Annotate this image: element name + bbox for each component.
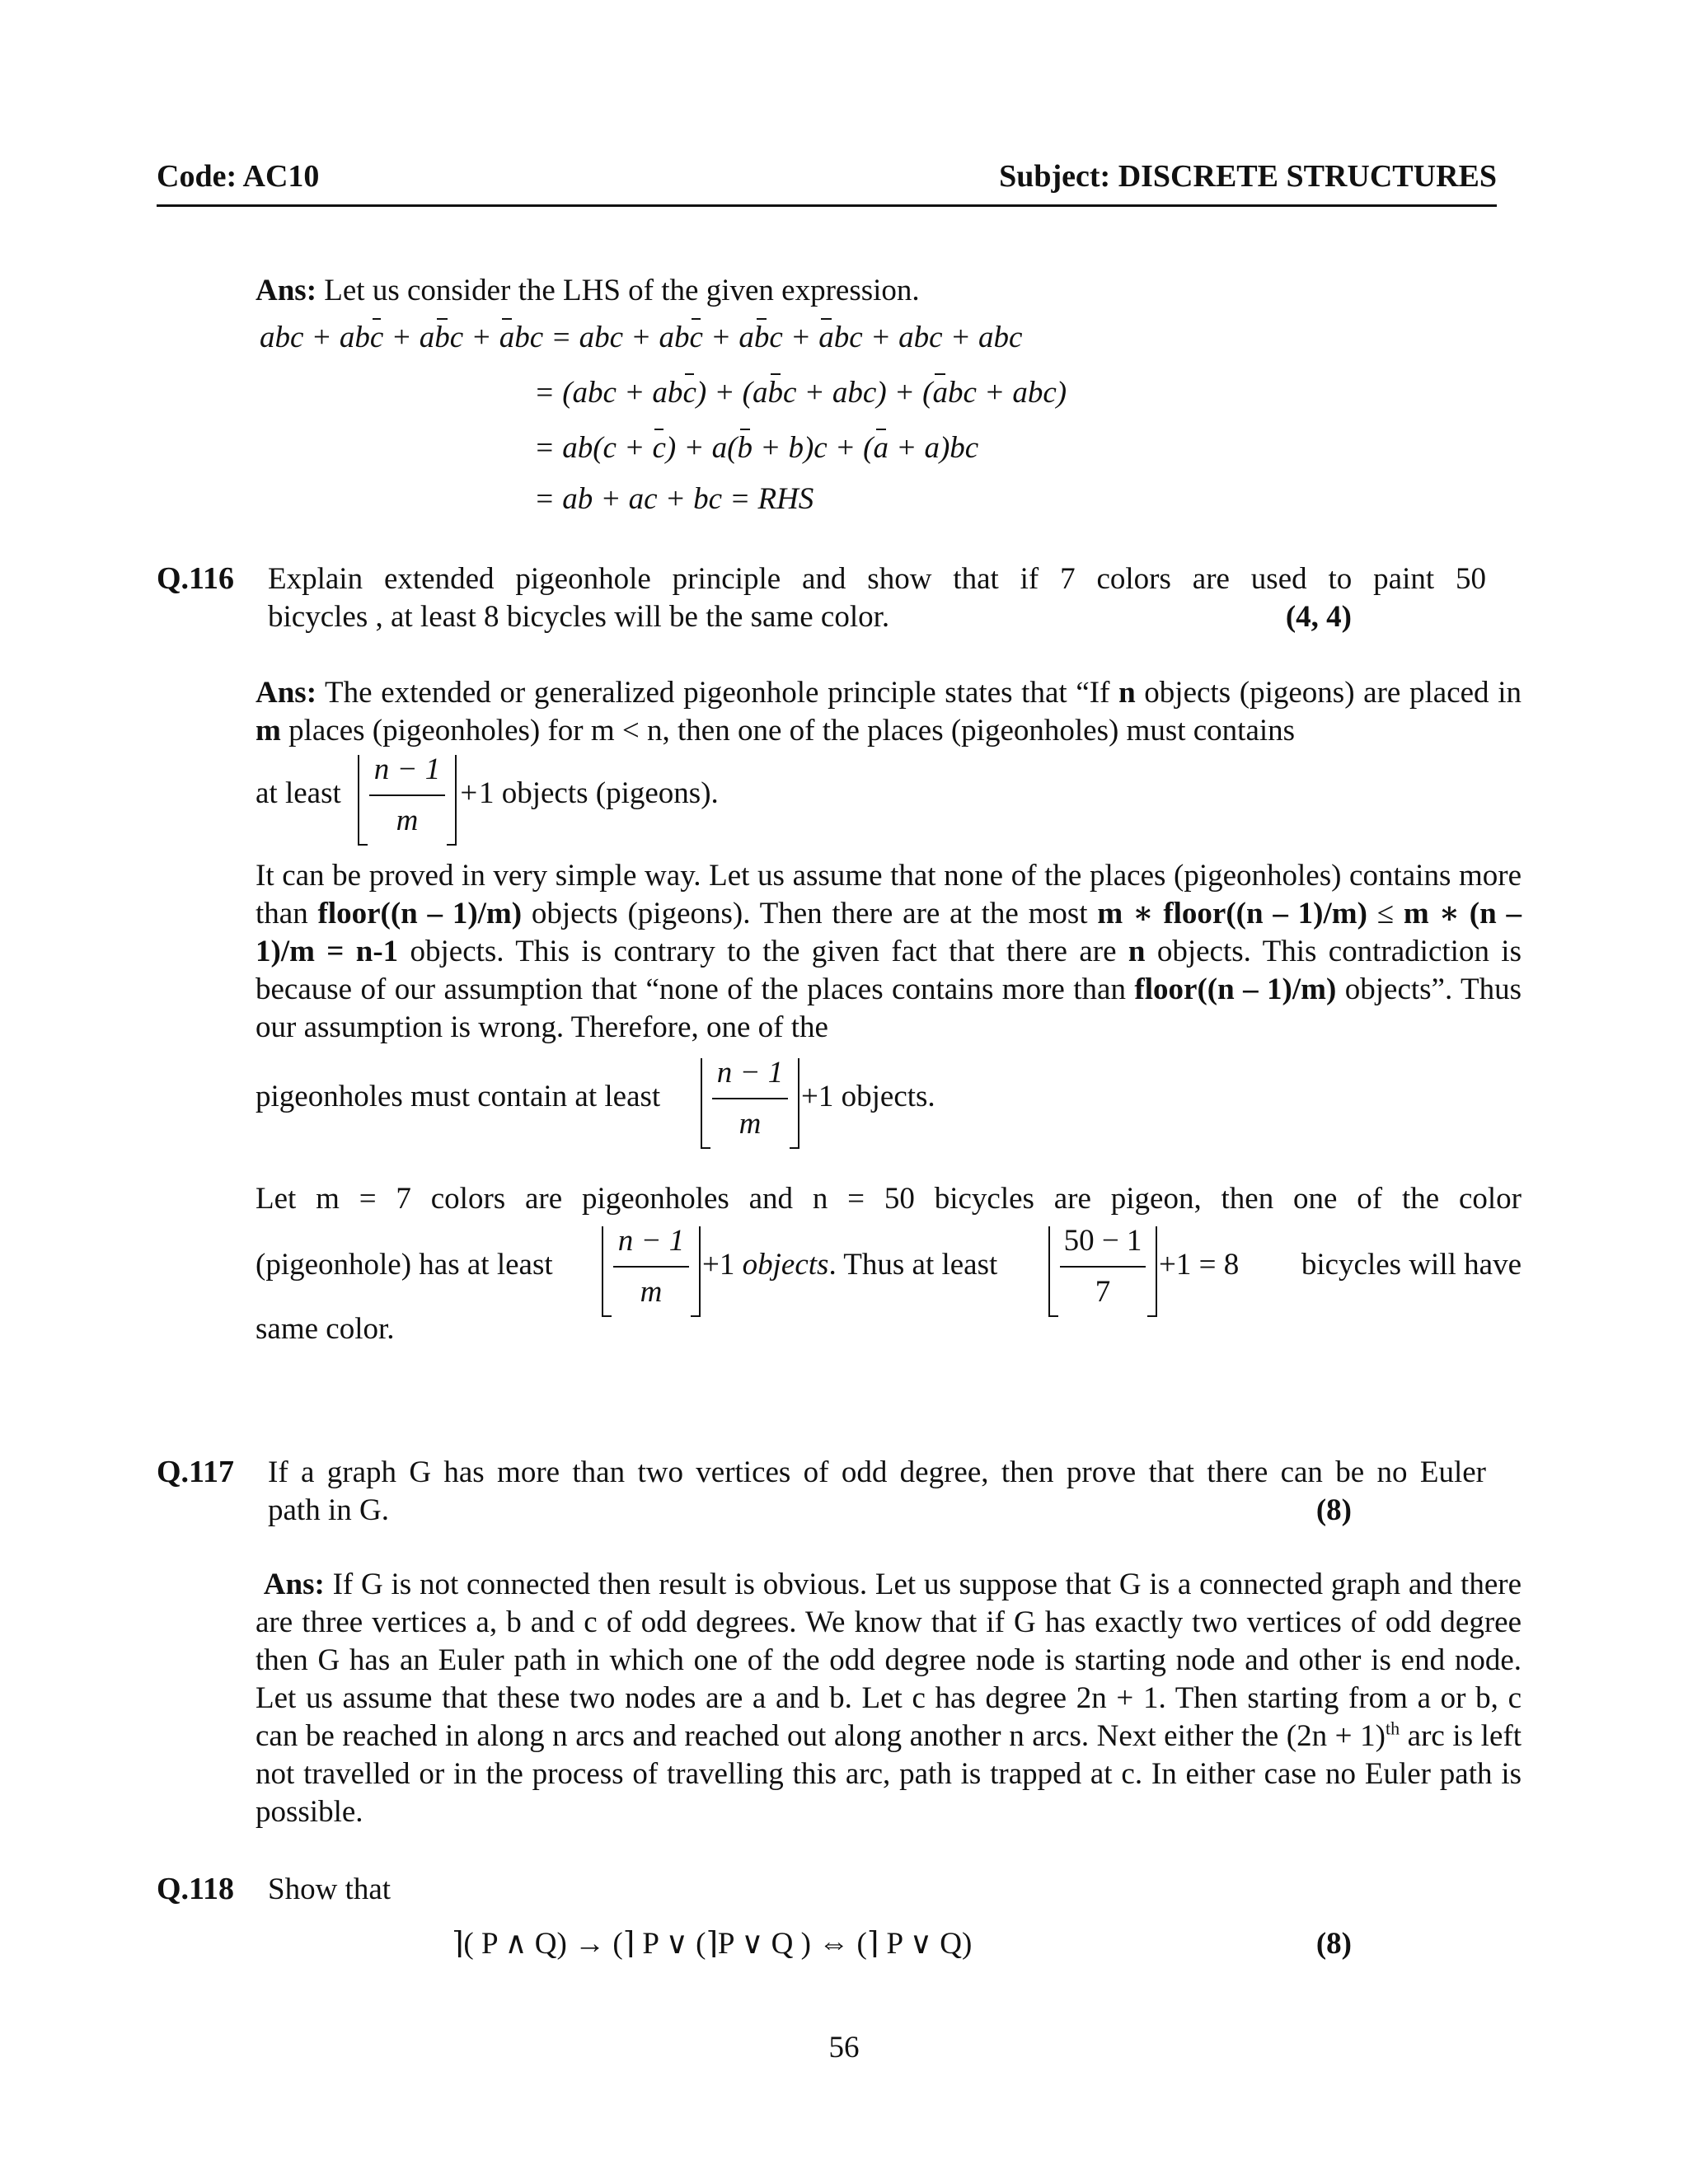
- q117-question-line2: path in G.: [268, 1493, 389, 1527]
- page-number: 56: [828, 2031, 860, 2064]
- ans115-intro: Ans: Let us consider the LHS of the given expression.: [256, 274, 920, 307]
- q118-formula: ⌉( P ∧ Q) → (⌉ P ∨ (⌉P ∨ Q ) ⇔ (⌉ P ∨ Q): [452, 1927, 973, 1961]
- q116-ans-paragraph1: Ans: The extended or generalized pigeonhole principle states that “If n objects (pigeons) are placed in m places (pigeonholes) for m < n, then one of the places (pigeonholes) must contains: [256, 676, 1522, 748]
- q118-number: Q.118: [157, 1872, 234, 1906]
- q116-same-color: same color.: [256, 1312, 395, 1346]
- q116-at-least-label: at least: [256, 776, 341, 810]
- header-rule: [157, 204, 1497, 207]
- ans115-equation-line4: = ab + ac + bc = RHS: [534, 482, 814, 516]
- q118-question: Show that: [268, 1872, 392, 1906]
- ans115-equation-line2: = (abc + abc) + (abc + abc) + (abc + abc): [534, 376, 1067, 410]
- floor-fraction-50-1-over-7: 50 − 1 7: [1048, 1223, 1157, 1322]
- q116-plus-one-equals-8: +1 = 8: [1159, 1248, 1240, 1282]
- q118-marks: (8): [1315, 1927, 1352, 1961]
- q116-bicycles-will-have: bicycles will have: [1301, 1248, 1522, 1282]
- floor-fraction-n-1-over-m: n − 1 m: [602, 1223, 701, 1322]
- q116-ans-paragraph2: It can be proved in very simple way. Let us assume that none of the places (pigeonholes) contains more than floor((n – 1)/m) objects (pigeons). Then there are at the most m ∗ floor((n – 1)/m) ≤ m ∗ (n – 1)/m = n-1 objects. This is contrary to the given fact that there are n objects. This contradiction is because of our assumption that “none of the places contains more than floor((n – 1)/m) objects”. Thus our assumption is wrong. Therefore, one of the: [256, 859, 1522, 1044]
- header-subject: Subject: DISCRETE STRUCTURES: [999, 159, 1497, 194]
- header-code: Code: AC10: [157, 159, 320, 194]
- q116-paragraph2-last-line: pigeonholes must contain at least: [256, 1080, 661, 1113]
- q116-paragraph3-has-at-least: (pigeonhole) has at least: [256, 1248, 553, 1282]
- q116-question-line2: bicycles , at least 8 bicycles will be the same color.: [268, 600, 890, 634]
- floor-fraction-n-1-over-m: n − 1 m: [701, 1055, 799, 1154]
- q116-number: Q.116: [157, 561, 234, 596]
- ans115-equation-line3: = ab(c + c) + a(b + b)c + (a + a)bc: [534, 431, 979, 465]
- q117-number: Q.117: [157, 1455, 234, 1489]
- q116-plus-one-objects-pigeons: +1 objects (pigeons).: [458, 776, 719, 810]
- q117-marks: (8): [1315, 1493, 1352, 1527]
- q116-question-line1: Explain extended pigeonhole principle and show that if 7 colors are used to paint 50: [268, 562, 1486, 596]
- q116-paragraph3-line1: Let m = 7 colors are pigeonholes and n = 50 bicycles are pigeon, then one of the color: [256, 1182, 1522, 1216]
- q117-question-line1: If a graph G has more than two vertices of odd degree, then prove that there can be no Euler: [268, 1455, 1486, 1489]
- q116-plus-one-objects: +1 objects.: [801, 1080, 935, 1113]
- ans115-equation-line1: abc + abc + abc + abc = abc + abc + abc + abc + abc + abc: [260, 321, 1023, 354]
- q117-ans-paragraph: Ans: If G is not connected then result is obvious. Let us suppose that G is a connected graph and there are three vertices a, b and c of odd degrees. We know that if G has exactly two vertices of odd degree then G has an Euler path in which one of the odd degree node is starting node and other is end node. Let us assume that these two nodes are a and b. Let c has degree 2n + 1. Then starting from a or b, c can be reached in along n arcs and reached out along another n arcs. Next either the $(2n + 1)^{th}$ arc is left not travelled or in the process of travelling this arc, path is trapped at c. In either case no Euler path is possible.: [256, 1568, 1522, 1829]
- floor-fraction-n-1-over-m: n − 1 m: [358, 752, 457, 851]
- q116-marks: (4, 4): [1285, 600, 1352, 634]
- q116-plus-one-objects-thus: +1 objects. Thus at least: [702, 1248, 998, 1282]
